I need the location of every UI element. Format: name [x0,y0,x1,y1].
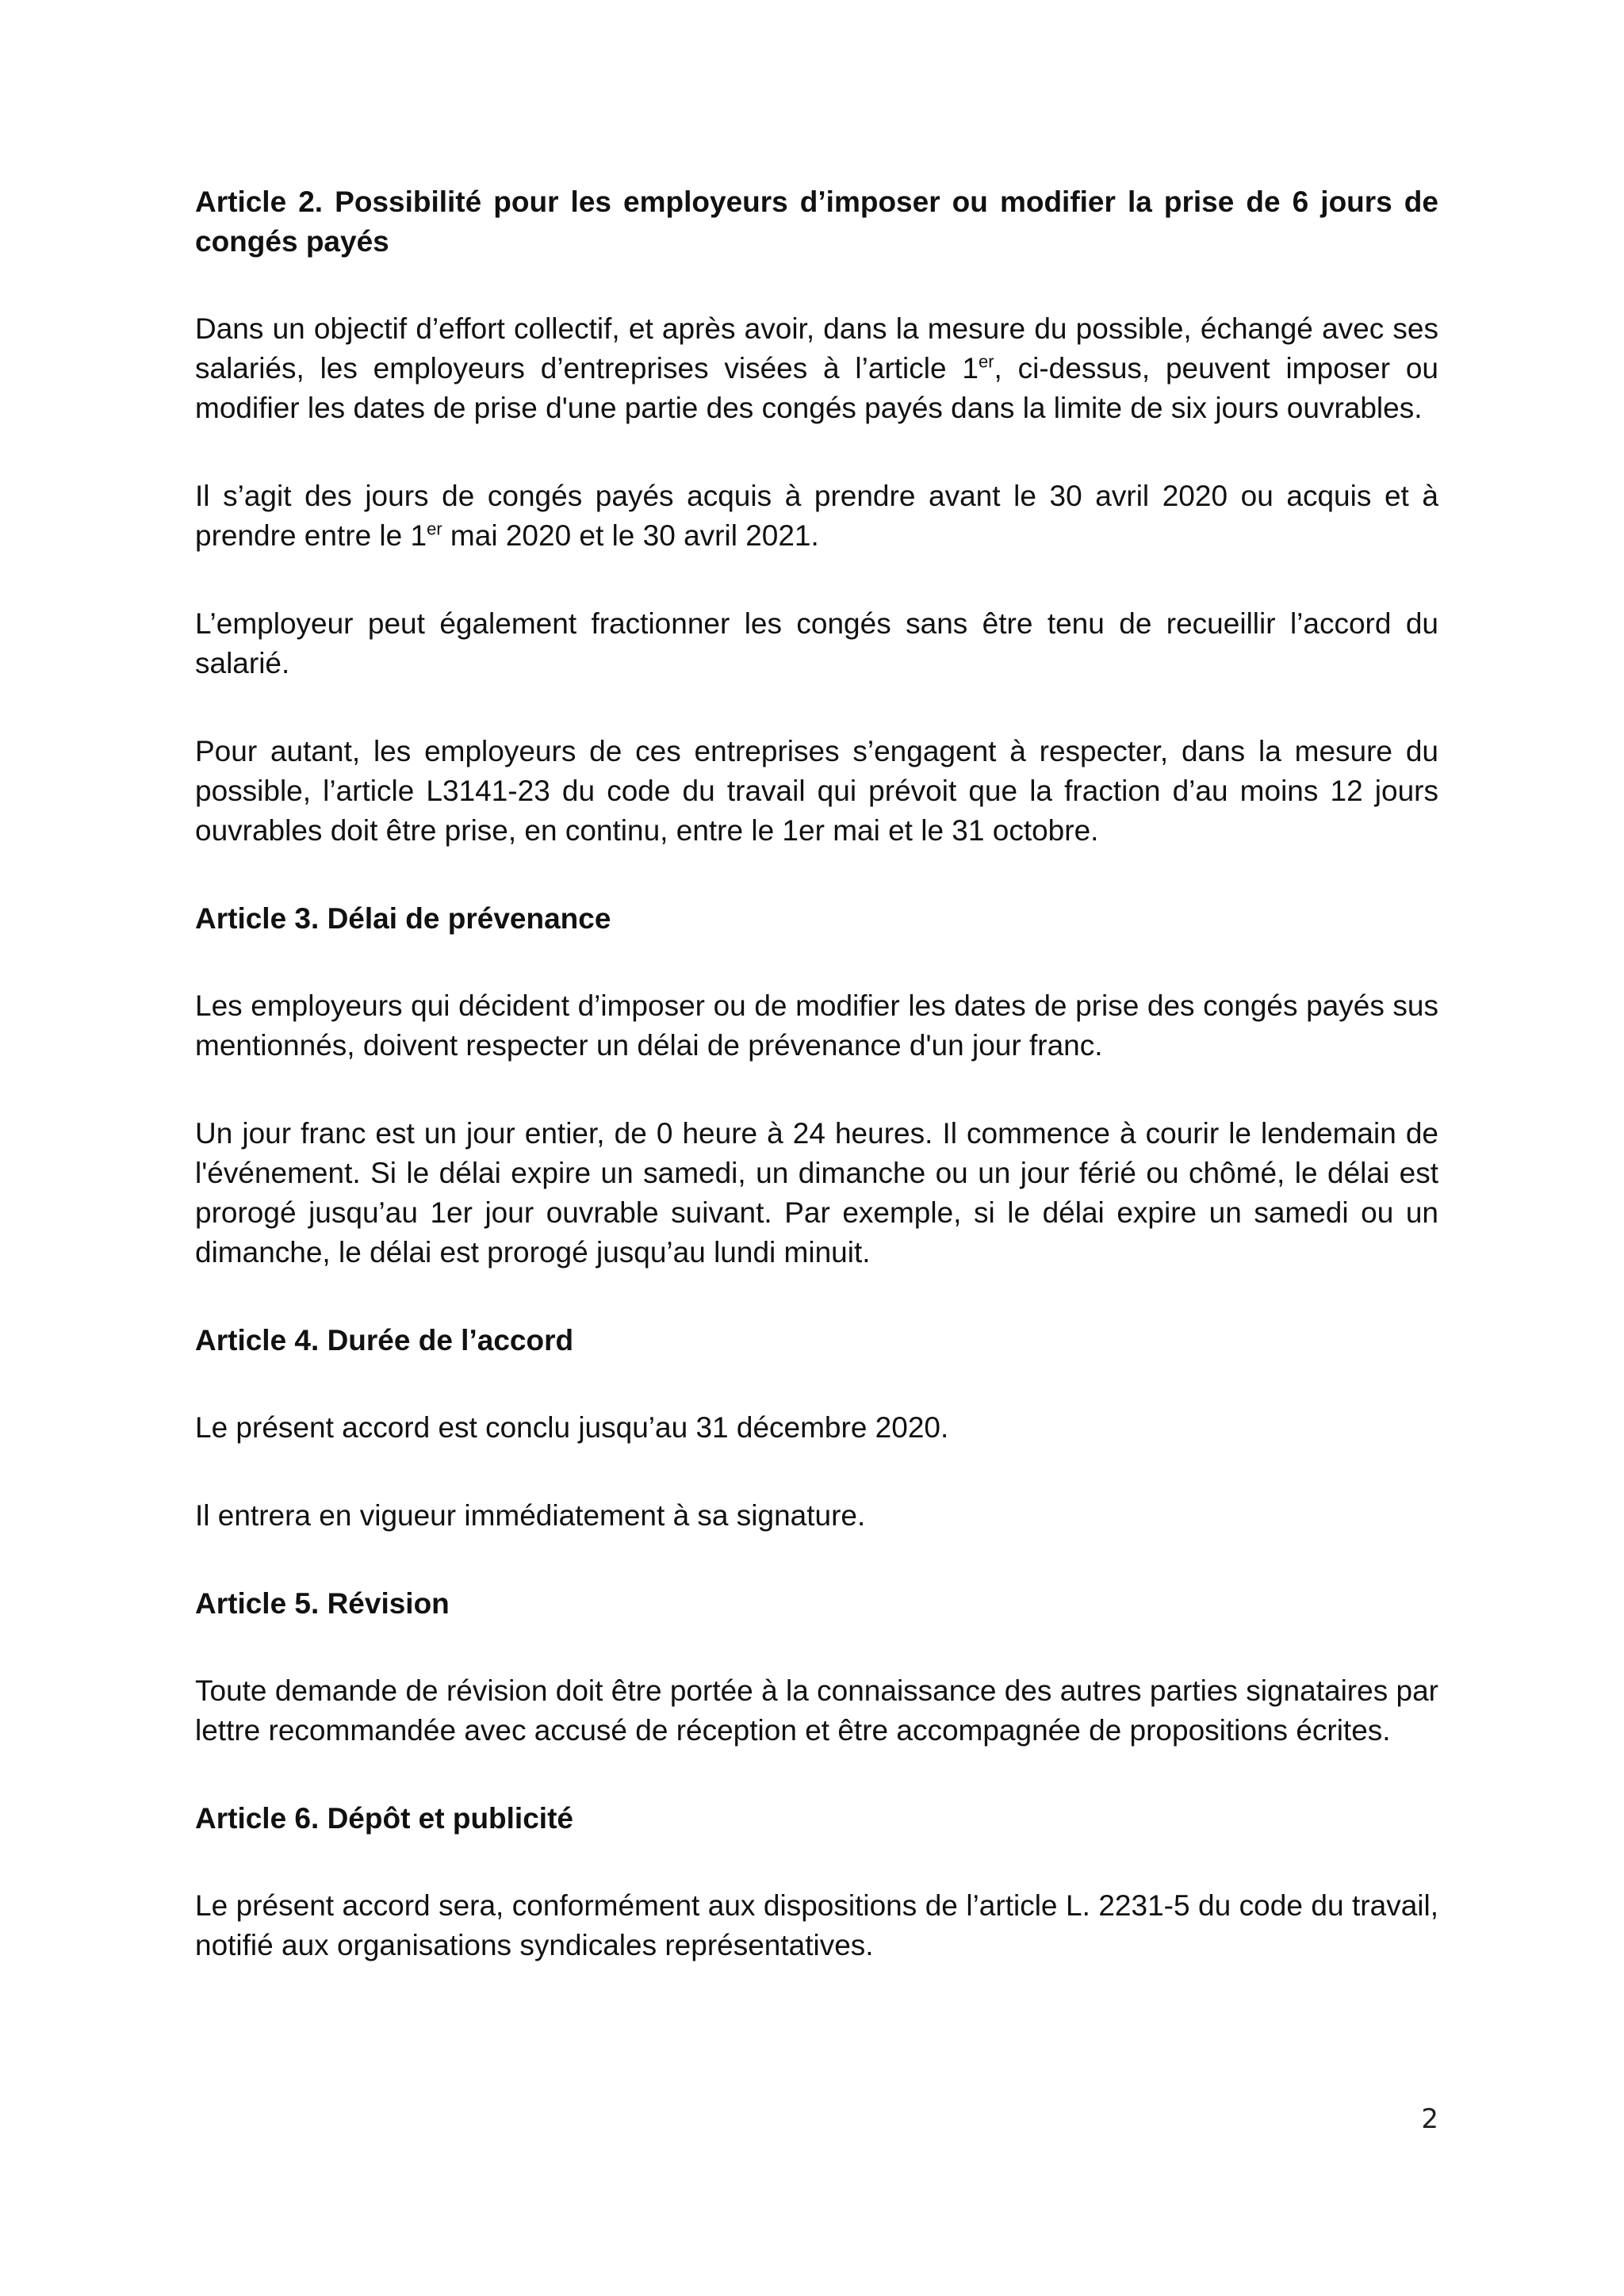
article-paragraph: L’employeur peut également fractionner les congés sans être tenu de recueillir l’accord du salarié. [195,607,1438,679]
article-2 [195,182,1438,851]
article-heading: Article 2. Possibilité pour les employeurs d’imposer ou modifier la prise de 6 jours de congés payés [195,186,1438,258]
paragraph-text: Dans un objectif d’effort collectif, et après avoir, dans la mesure du possible, échangé avec ses salariés, les employeurs d’entreprises visées à l’article 1 [195,312,1438,385]
superscript: er [427,519,442,539]
paragraph-text: , ci-dessus, peuvent imposer ou modifier les dates de prise d'une partie des congés payés dans la limite de six jours ouvrables. [195,352,1439,424]
article-paragraph: Un jour franc est un jour entier, de 0 heure à 24 heures. Il commence à courir le lendemain de l'événement. Si le délai expire un samedi, un dimanche ou un jour férié ou chômé, le délai est prorogé jusqu’au 1er jour ouvrable suivant. Par exemple, si le délai expire un samedi ou un dimanche, le délai est prorogé jusqu’au lundi minuit. [195,1117,1438,1269]
article-heading: Article 3. Délai de prévenance [195,902,611,935]
document-body [195,182,1438,2014]
article-heading: Article 4. Durée de l’accord [195,1324,574,1357]
article-paragraph [195,309,1438,428]
article-paragraph: Pour autant, les employeurs de ces entreprises s’engagent à respecter, dans la mesure du possible, l’article L3141-23 du code du travail qui prévoit que la fraction d’au moins 12 jours ouvrables doit être prise, en continu, entre le 1er mai et le 31 octobre. [195,735,1438,847]
article-paragraph: Le présent accord est conclu jusqu’au 31 décembre 2020. [195,1411,949,1444]
page-number: 2 [1421,2103,1438,2135]
superscript: er [978,351,994,372]
article-paragraph: Les employeurs qui décident d’imposer ou de modifier les dates de prise des congés payés sus mentionnés, doivent respecter un délai de prévenance d'un jour franc. [195,989,1438,1062]
paragraph-text: mai 2020 et le 30 avril 2021. [442,519,819,552]
article-3 [195,899,1438,1272]
article-5 [195,1584,1438,1751]
article-heading: Article 5. Révision [195,1587,450,1620]
article-paragraph [195,476,1438,556]
article-paragraph: Toute demande de révision doit être portée à la connaissance des autres parties signataires par lettre recommandée avec accusé de réception et être accompagnée de propositions écrites. [195,1674,1438,1747]
article-6 [195,1799,1438,1965]
article-heading: Article 6. Dépôt et publicité [195,1802,573,1835]
article-paragraph: Il entrera en vigueur immédiatement à sa signature. [195,1499,866,1532]
article-paragraph: Le présent accord sera, conformément aux dispositions de l’article L. 2231-5 du code du travail, notifié aux organisations syndicales représentatives. [195,1889,1438,1961]
article-4 [195,1321,1438,1536]
paragraph-text: Il s’agit des jours de congés payés acquis à prendre avant le 30 avril 2020 ou acquis et à prendre entre le 1 [195,480,1438,552]
